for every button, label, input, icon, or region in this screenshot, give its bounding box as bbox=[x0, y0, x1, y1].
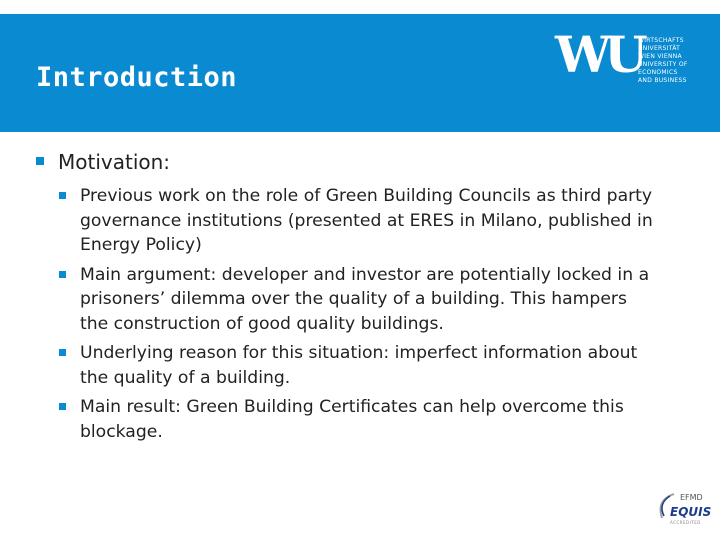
slide-content bbox=[36, 148, 696, 449]
bullet-text: Main result: Green Building Certificates can help overcome this blockage. bbox=[80, 397, 624, 442]
slide-title: Introduction bbox=[36, 62, 238, 93]
heading-item bbox=[36, 148, 696, 176]
bullet-list bbox=[56, 184, 696, 444]
wu-logo: WU bbox=[555, 25, 641, 84]
bullet-text: Main argument: developer and investor are potentially locked in a prisoners’ dilemma over the quality of a building. This hampers the construction of good quality buildings. bbox=[80, 264, 650, 334]
bullet-text: Underlying reason for this situation: imperfect information about the quality of a building. bbox=[80, 343, 638, 388]
square-bullet-icon bbox=[59, 192, 66, 199]
square-bullet-icon bbox=[36, 157, 44, 165]
wu-logo-line: AND BUSINESS bbox=[638, 77, 687, 84]
wu-logo-line: WIEN VIENNA bbox=[638, 53, 682, 60]
wu-logo-line: UNIVERSITY OF bbox=[638, 61, 688, 68]
heading-text: Motivation: bbox=[58, 150, 171, 174]
square-bullet-icon bbox=[59, 349, 66, 356]
bullet-item bbox=[56, 184, 660, 258]
bullet-text: Previous work on the role of Green Building Councils as third party governance institutions (presented at ERES in Milano, published in Energy Policy) bbox=[80, 186, 653, 255]
equis-org-text: EFMD bbox=[680, 493, 703, 502]
wu-logo-line: WIRTSCHAFTS bbox=[638, 37, 684, 44]
wu-logo-line: ECONOMICS bbox=[638, 69, 678, 76]
square-bullet-icon bbox=[59, 403, 66, 410]
equis-logo bbox=[656, 490, 716, 530]
bullet-item bbox=[56, 341, 660, 390]
square-bullet-icon bbox=[59, 271, 66, 278]
bullet-item bbox=[56, 263, 660, 337]
equis-subtext: ACCREDITED bbox=[670, 520, 701, 525]
wu-logo-text bbox=[638, 37, 718, 85]
equis-label: EQUIS bbox=[670, 505, 712, 519]
wu-logo-line: UNIVERSITÄT bbox=[638, 45, 681, 52]
bullet-item bbox=[56, 395, 660, 444]
